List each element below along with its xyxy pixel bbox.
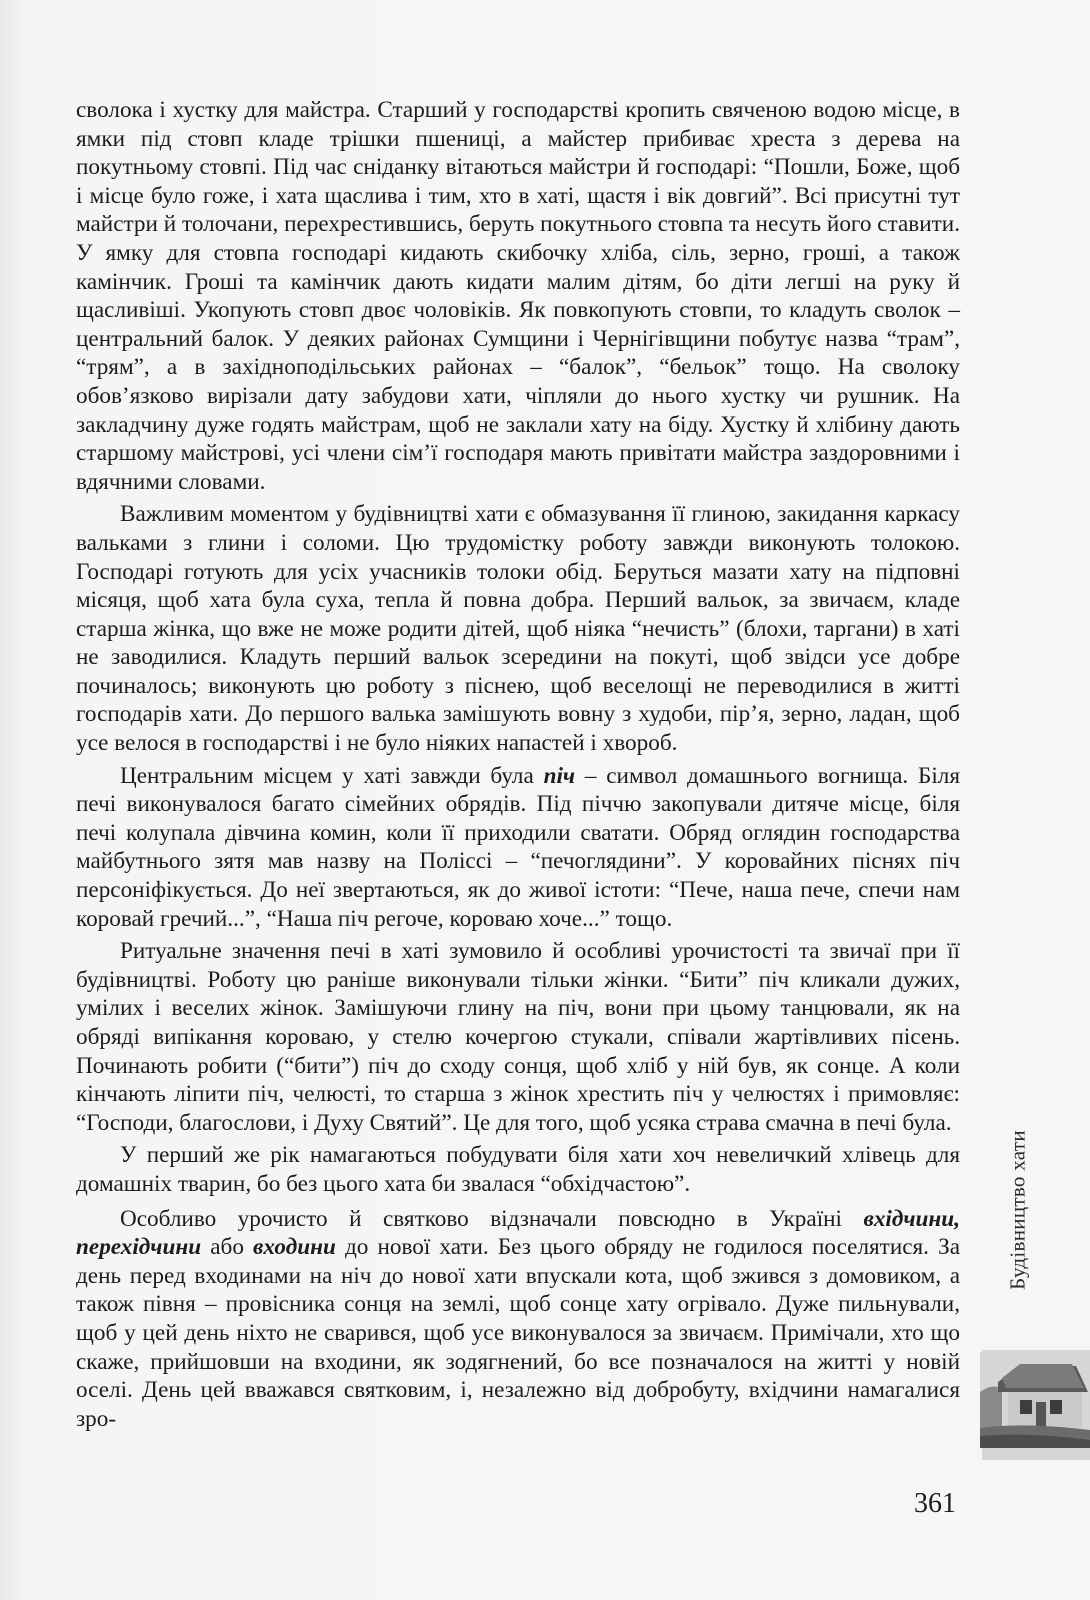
p3-emphasis: піч <box>543 762 576 789</box>
p6-text-start: Особливо урочисто й святково відзначали повсюдно в Україні <box>120 1205 864 1232</box>
p3-text-start: Центральним місцем у хаті завжди була <box>120 762 544 789</box>
chapter-side-label-text: Будівництво хати <box>1005 1130 1030 1290</box>
p6-text-end: до нової хати. Без цього обряду не годилося поселятися. За день перед входинами на ніч до нової хати впускали кота, щоб зжився з домовиком, а також півня – провісника сонця на землі, щоб сонце хату огрівало. Дуже пильнували, щоб у цей день ніхто не сварився, щоб усе виконувалося за звичаєм. Примічали, хто що скаже, прийшовши на входини, як зодягнений, бо все позначалося на житті у новій оселі. День цей вважався святковим, і, незалежно від добробуту, вхідчини намагалися зро- <box>76 1234 960 1432</box>
body-text <box>76 96 960 1433</box>
p6-emphasis-1: вхідчини, перехідчини <box>76 1205 960 1261</box>
p6-emphasis-2: входини <box>253 1234 336 1261</box>
chapter-side-label <box>998 1090 1038 1330</box>
page-number: 361 <box>914 1488 956 1519</box>
paragraph-1: сволока і хустку для майстра. Старший у господарстві кропить свяченою водою місце, в ямки під стовп кладе трішки пшениці, а майстер прибиває хреста з дерева на покутньому стовпі. Під час сніданку вітаються майстри й господарі: “Пошли, Боже, щоб і місце було гоже, і хата щаслива і тим, хто в хаті, щастя і вік довгий”. Всі присутні тут майстри й толочани, перехрестившись, беруть покутнього стовпа та несуть його ставити. У ямку для стовпа господарі кидають скибочку хліба, сіль, зерно, гроші, а також камінчик. Гроші та камінчик дають кидати малим дітям, бо діти легші на руку й щасливіші. Укопують стовп двоє чоловіків. Як повкопують стовпи, то кладуть сволок – центральний балок. У деяких районах Сумщини і Чернігівщини побутує назва “трам”, “трям”, а в західноподільських районах – “балок”, “бельок” тощо. На сволоку обов’язково вирізали дату забудови хати, чіпляли до нього хустку чи рушник. На закладчину дуже годять майстрам, щоб не заклали хату на біду. Хустку й хлібину дають старшому майстрові, усі члени сім’ї господаря мають привітати майстра заздоровними і вдячними словами. <box>76 97 960 495</box>
paragraph-3 <box>76 762 960 934</box>
paragraph-6 <box>76 1205 960 1434</box>
paragraph-2: Важливим моментом у будівництві хати є обмазування її глиною, закидання каркасу вальками з глини і соломи. Цю трудомістку роботу завжди виконують толокою. Господарі готують для усіх учасників толоки обід. Беруться мазати хату на підповні місяця, щоб хата була суха, тепла й повна добра. Перший вальок, за звичаєм, кладе старша жінка, що вже не може родити дітей, щоб ніяка “нечисть” (блохи, таргани) в хаті не заводилися. Кладуть перший вальок зсередини на покуті, щоб звідси усе добре починалось; виконують цю роботу з піснею, щоб веселощі не переводилися в житті господарів хати. До першого валька замішують вовну з худоби, пір’я, зерно, ладан, щоб усе велося в господарстві і не було ніяких напастей і хвороб. <box>76 501 960 757</box>
p3-text-end: – символ домашнього вогнища. Біля печі виконувалося багато сімейних обрядів. Під піччю закопували дитяче місце, біля печі колупала дівчина комин, коли її приходили сватати. Обряд оглядин господарства майбутнього зятя мав назву на Поліссі – “печоглядини”. У коровайних піснях піч персоніфікується. До неї звертаються, як до живої істоти: “Пече, наша пече, спечи нам коровай гречий...”, “Наша піч регоче, короваю хоче...” тощо. <box>76 762 960 932</box>
paragraph-4: Ритуальне значення печі в хаті зумовило й особливі урочистості та звичаї при її будівництві. Роботу цю раніше виконували тільки жінки. “Бити” піч кликали дужих, умілих і веселих жінок. Замішуючи глину на піч, вони при цьому танцювали, як на обряді випікання короваю, у стелю кочергою стукали, співали жартівливих пісень. Починають робити (“бити”) піч до сходу сонця, щоб хліб у ній був, як сонце. А коли кінчають ліпити піч, челюсті, то старша з жінок хрестить піч у челюстях і примовляє: “Господи, благослови, і Духу Святий”. Це для того, щоб усяка страва смачна в печі була. <box>76 938 960 1136</box>
house-icon <box>980 1352 1090 1448</box>
p6-text-mid: або <box>201 1234 254 1261</box>
paragraph-5: У перший же рік намагаються побудувати біля хати хоч невеличкий хлівець для домашніх тварин, бо без цього хата би звалася “обхідчастою”. <box>76 1142 960 1197</box>
